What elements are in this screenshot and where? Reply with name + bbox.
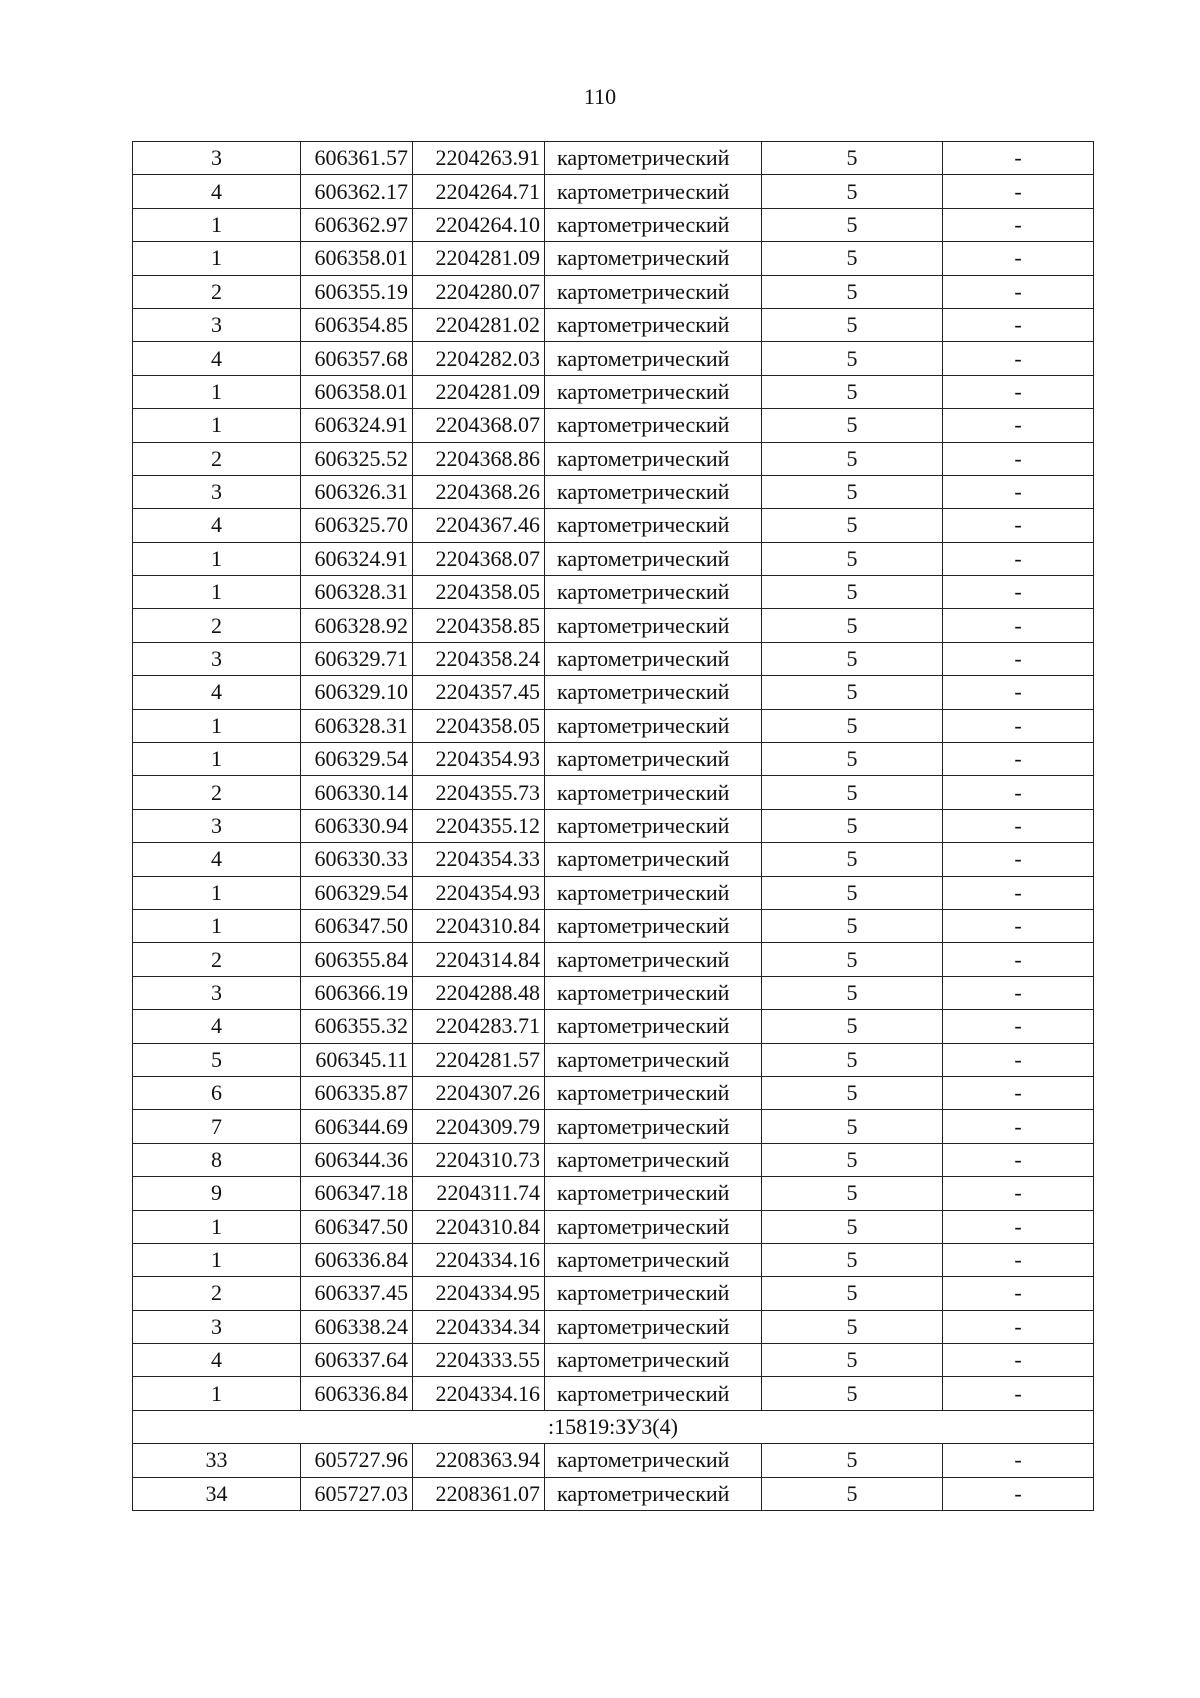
point-number-cell: 3 [133,475,301,508]
note-cell: - [943,1177,1094,1210]
method-cell: картометрический [545,308,762,341]
x-coordinate-cell: 606324.91 [301,409,413,442]
y-coordinate-cell: 2204358.85 [413,609,545,642]
accuracy-cell: 5 [762,976,943,1009]
x-coordinate-cell: 606328.92 [301,609,413,642]
accuracy-cell: 5 [762,609,943,642]
point-number-cell: 2 [133,776,301,809]
method-cell: картометрический [545,909,762,942]
accuracy-cell: 5 [762,576,943,609]
table-row [133,776,1094,809]
method-cell: картометрический [545,676,762,709]
method-cell: картометрический [545,843,762,876]
accuracy-cell: 5 [762,442,943,475]
method-cell: картометрический [545,809,762,842]
x-coordinate-cell: 606325.52 [301,442,413,475]
y-coordinate-cell: 2204288.48 [413,976,545,1009]
accuracy-cell: 5 [762,142,943,175]
table-row [133,1444,1094,1477]
point-number-cell: 4 [133,676,301,709]
table-row [133,909,1094,942]
method-cell: картометрический [545,576,762,609]
x-coordinate-cell: 605727.03 [301,1477,413,1510]
method-cell: картометрический [545,409,762,442]
method-cell: картометрический [545,1277,762,1310]
method-cell: картометрический [545,1143,762,1176]
x-coordinate-cell: 606336.84 [301,1243,413,1276]
method-cell: картометрический [545,542,762,575]
method-cell: картометрический [545,142,762,175]
section-title: :15819:ЗУ3(4) [133,1410,1094,1443]
note-cell: - [943,242,1094,275]
y-coordinate-cell: 2204314.84 [413,943,545,976]
table-row [133,1477,1094,1510]
x-coordinate-cell: 606326.31 [301,475,413,508]
x-coordinate-cell: 606337.45 [301,1277,413,1310]
point-number-cell: 1 [133,242,301,275]
note-cell: - [943,809,1094,842]
note-cell: - [943,776,1094,809]
section-header-row [133,1410,1094,1443]
accuracy-cell: 5 [762,509,943,542]
y-coordinate-cell: 2204334.95 [413,1277,545,1310]
accuracy-cell: 5 [762,809,943,842]
method-cell: картометрический [545,1010,762,1043]
point-number-cell: 3 [133,308,301,341]
table-row [133,1076,1094,1109]
accuracy-cell: 5 [762,308,943,341]
x-coordinate-cell: 606325.70 [301,509,413,542]
method-cell: картометрический [545,1043,762,1076]
accuracy-cell: 5 [762,275,943,308]
accuracy-cell: 5 [762,743,943,776]
note-cell: - [943,1010,1094,1043]
note-cell: - [943,409,1094,442]
x-coordinate-cell: 606328.31 [301,709,413,742]
accuracy-cell: 5 [762,375,943,408]
point-number-cell: 1 [133,709,301,742]
accuracy-cell: 5 [762,1344,943,1377]
note-cell: - [943,909,1094,942]
accuracy-cell: 5 [762,1377,943,1410]
point-number-cell: 5 [133,1043,301,1076]
table-row [133,175,1094,208]
accuracy-cell: 5 [762,1243,943,1276]
note-cell: - [943,943,1094,976]
note-cell: - [943,609,1094,642]
method-cell: картометрический [545,342,762,375]
table-row [133,876,1094,909]
y-coordinate-cell: 2204264.10 [413,208,545,241]
accuracy-cell: 5 [762,876,943,909]
accuracy-cell: 5 [762,409,943,442]
y-coordinate-cell: 2204358.24 [413,642,545,675]
method-cell: картометрический [545,275,762,308]
table-row [133,142,1094,175]
note-cell: - [943,1076,1094,1109]
point-number-cell: 1 [133,576,301,609]
method-cell: картометрический [545,943,762,976]
point-number-cell: 7 [133,1110,301,1143]
coordinates-table [132,141,1094,1511]
x-coordinate-cell: 606328.31 [301,576,413,609]
note-cell: - [943,275,1094,308]
x-coordinate-cell: 605727.96 [301,1444,413,1477]
note-cell: - [943,1210,1094,1243]
point-number-cell: 4 [133,1010,301,1043]
accuracy-cell: 5 [762,1444,943,1477]
accuracy-cell: 5 [762,776,943,809]
point-number-cell: 2 [133,275,301,308]
table-row [133,709,1094,742]
table-row [133,542,1094,575]
note-cell: - [943,1477,1094,1510]
method-cell: картометрический [545,475,762,508]
accuracy-cell: 5 [762,342,943,375]
y-coordinate-cell: 2204311.74 [413,1177,545,1210]
accuracy-cell: 5 [762,1110,943,1143]
y-coordinate-cell: 2204354.93 [413,876,545,909]
y-coordinate-cell: 2204354.93 [413,743,545,776]
point-number-cell: 4 [133,175,301,208]
method-cell: картометрический [545,1477,762,1510]
accuracy-cell: 5 [762,676,943,709]
x-coordinate-cell: 606345.11 [301,1043,413,1076]
method-cell: картометрический [545,1177,762,1210]
table-row [133,676,1094,709]
point-number-cell: 2 [133,1277,301,1310]
x-coordinate-cell: 606358.01 [301,242,413,275]
table-row [133,308,1094,341]
y-coordinate-cell: 2204358.05 [413,576,545,609]
x-coordinate-cell: 606344.69 [301,1110,413,1143]
point-number-cell: 8 [133,1143,301,1176]
x-coordinate-cell: 606362.97 [301,208,413,241]
accuracy-cell: 5 [762,1010,943,1043]
note-cell: - [943,208,1094,241]
point-number-cell: 34 [133,1477,301,1510]
note-cell: - [943,976,1094,1009]
note-cell: - [943,1043,1094,1076]
point-number-cell: 1 [133,542,301,575]
x-coordinate-cell: 606355.32 [301,1010,413,1043]
note-cell: - [943,1444,1094,1477]
table-row [133,1344,1094,1377]
table-row [133,576,1094,609]
table-row [133,442,1094,475]
note-cell: - [943,308,1094,341]
note-cell: - [943,342,1094,375]
y-coordinate-cell: 2204368.07 [413,409,545,442]
table-row [133,208,1094,241]
x-coordinate-cell: 606329.10 [301,676,413,709]
y-coordinate-cell: 2204310.73 [413,1143,545,1176]
x-coordinate-cell: 606324.91 [301,542,413,575]
y-coordinate-cell: 2208363.94 [413,1444,545,1477]
x-coordinate-cell: 606329.71 [301,642,413,675]
note-cell: - [943,876,1094,909]
accuracy-cell: 5 [762,542,943,575]
note-cell: - [943,1310,1094,1343]
table-row [133,976,1094,1009]
point-number-cell: 3 [133,809,301,842]
note-cell: - [943,1377,1094,1410]
method-cell: картометрический [545,242,762,275]
table-row [133,1310,1094,1343]
method-cell: картометрический [545,1076,762,1109]
method-cell: картометрический [545,1344,762,1377]
method-cell: картометрический [545,509,762,542]
point-number-cell: 3 [133,976,301,1009]
x-coordinate-cell: 606344.36 [301,1143,413,1176]
point-number-cell: 1 [133,1243,301,1276]
point-number-cell: 9 [133,1177,301,1210]
table-row [133,609,1094,642]
table-row [133,1110,1094,1143]
method-cell: картометрический [545,175,762,208]
accuracy-cell: 5 [762,1076,943,1109]
accuracy-cell: 5 [762,1177,943,1210]
note-cell: - [943,1143,1094,1176]
accuracy-cell: 5 [762,1310,943,1343]
point-number-cell: 1 [133,743,301,776]
table-row [133,409,1094,442]
y-coordinate-cell: 2204334.16 [413,1243,545,1276]
point-number-cell: 1 [133,876,301,909]
method-cell: картометрический [545,776,762,809]
point-number-cell: 3 [133,642,301,675]
accuracy-cell: 5 [762,943,943,976]
accuracy-cell: 5 [762,1477,943,1510]
method-cell: картометрический [545,609,762,642]
note-cell: - [943,743,1094,776]
accuracy-cell: 5 [762,1210,943,1243]
accuracy-cell: 5 [762,1277,943,1310]
accuracy-cell: 5 [762,1043,943,1076]
table-row [133,743,1094,776]
table-row [133,642,1094,675]
point-number-cell: 3 [133,1310,301,1343]
accuracy-cell: 5 [762,1143,943,1176]
x-coordinate-cell: 606361.57 [301,142,413,175]
note-cell: - [943,1344,1094,1377]
table-body [133,142,1094,1511]
y-coordinate-cell: 2208361.07 [413,1477,545,1510]
x-coordinate-cell: 606347.50 [301,909,413,942]
table-row [133,275,1094,308]
point-number-cell: 1 [133,375,301,408]
accuracy-cell: 5 [762,208,943,241]
method-cell: картометрический [545,743,762,776]
x-coordinate-cell: 606329.54 [301,743,413,776]
table-row [133,809,1094,842]
note-cell: - [943,475,1094,508]
y-coordinate-cell: 2204281.57 [413,1043,545,1076]
table-row [133,1277,1094,1310]
x-coordinate-cell: 606330.33 [301,843,413,876]
method-cell: картометрический [545,208,762,241]
note-cell: - [943,509,1094,542]
table-row [133,242,1094,275]
table-row [133,509,1094,542]
y-coordinate-cell: 2204282.03 [413,342,545,375]
x-coordinate-cell: 606355.19 [301,275,413,308]
x-coordinate-cell: 606362.17 [301,175,413,208]
x-coordinate-cell: 606335.87 [301,1076,413,1109]
note-cell: - [943,576,1094,609]
method-cell: картометрический [545,709,762,742]
x-coordinate-cell: 606354.85 [301,308,413,341]
y-coordinate-cell: 2204368.07 [413,542,545,575]
x-coordinate-cell: 606330.14 [301,776,413,809]
y-coordinate-cell: 2204310.84 [413,909,545,942]
method-cell: картометрический [545,1377,762,1410]
accuracy-cell: 5 [762,642,943,675]
table-row [133,375,1094,408]
table-row [133,943,1094,976]
table-row [133,1010,1094,1043]
x-coordinate-cell: 606357.68 [301,342,413,375]
x-coordinate-cell: 606336.84 [301,1377,413,1410]
x-coordinate-cell: 606329.54 [301,876,413,909]
note-cell: - [943,1277,1094,1310]
x-coordinate-cell: 606347.50 [301,1210,413,1243]
note-cell: - [943,442,1094,475]
note-cell: - [943,175,1094,208]
method-cell: картометрический [545,976,762,1009]
note-cell: - [943,676,1094,709]
y-coordinate-cell: 2204368.86 [413,442,545,475]
page-number: 110 [583,84,617,109]
y-coordinate-cell: 2204354.33 [413,843,545,876]
point-number-cell: 4 [133,843,301,876]
note-cell: - [943,642,1094,675]
method-cell: картометрический [545,375,762,408]
y-coordinate-cell: 2204334.16 [413,1377,545,1410]
note-cell: - [943,142,1094,175]
table-row [133,342,1094,375]
method-cell: картометрический [545,1444,762,1477]
accuracy-cell: 5 [762,909,943,942]
table-row [133,475,1094,508]
y-coordinate-cell: 2204355.73 [413,776,545,809]
method-cell: картометрический [545,1310,762,1343]
point-number-cell: 2 [133,943,301,976]
note-cell: - [943,542,1094,575]
note-cell: - [943,843,1094,876]
y-coordinate-cell: 2204357.45 [413,676,545,709]
y-coordinate-cell: 2204367.46 [413,509,545,542]
point-number-cell: 1 [133,409,301,442]
x-coordinate-cell: 606337.64 [301,1344,413,1377]
point-number-cell: 2 [133,609,301,642]
note-cell: - [943,1243,1094,1276]
x-coordinate-cell: 606330.94 [301,809,413,842]
y-coordinate-cell: 2204307.26 [413,1076,545,1109]
point-number-cell: 1 [133,1210,301,1243]
x-coordinate-cell: 606347.18 [301,1177,413,1210]
table-row [133,1210,1094,1243]
table-row [133,1143,1094,1176]
point-number-cell: 2 [133,442,301,475]
method-cell: картометрический [545,876,762,909]
x-coordinate-cell: 606355.84 [301,943,413,976]
accuracy-cell: 5 [762,242,943,275]
table-row [133,1043,1094,1076]
point-number-cell: 4 [133,509,301,542]
point-number-cell: 1 [133,909,301,942]
x-coordinate-cell: 606358.01 [301,375,413,408]
table-row [133,1243,1094,1276]
accuracy-cell: 5 [762,475,943,508]
point-number-cell: 3 [133,142,301,175]
accuracy-cell: 5 [762,175,943,208]
x-coordinate-cell: 606366.19 [301,976,413,1009]
y-coordinate-cell: 2204368.26 [413,475,545,508]
y-coordinate-cell: 2204355.12 [413,809,545,842]
point-number-cell: 1 [133,208,301,241]
point-number-cell: 4 [133,1344,301,1377]
point-number-cell: 33 [133,1444,301,1477]
y-coordinate-cell: 2204280.07 [413,275,545,308]
y-coordinate-cell: 2204264.71 [413,175,545,208]
y-coordinate-cell: 2204281.02 [413,308,545,341]
accuracy-cell: 5 [762,843,943,876]
y-coordinate-cell: 2204333.55 [413,1344,545,1377]
method-cell: картометрический [545,642,762,675]
y-coordinate-cell: 2204281.09 [413,375,545,408]
y-coordinate-cell: 2204358.05 [413,709,545,742]
note-cell: - [943,709,1094,742]
point-number-cell: 1 [133,1377,301,1410]
y-coordinate-cell: 2204263.91 [413,142,545,175]
point-number-cell: 6 [133,1076,301,1109]
method-cell: картометрический [545,442,762,475]
note-cell: - [943,1110,1094,1143]
note-cell: - [943,375,1094,408]
method-cell: картометрический [545,1210,762,1243]
y-coordinate-cell: 2204283.71 [413,1010,545,1043]
method-cell: картометрический [545,1243,762,1276]
method-cell: картометрический [545,1110,762,1143]
y-coordinate-cell: 2204309.79 [413,1110,545,1143]
y-coordinate-cell: 2204310.84 [413,1210,545,1243]
table-row [133,1377,1094,1410]
point-number-cell: 4 [133,342,301,375]
table-row [133,1177,1094,1210]
x-coordinate-cell: 606338.24 [301,1310,413,1343]
y-coordinate-cell: 2204281.09 [413,242,545,275]
y-coordinate-cell: 2204334.34 [413,1310,545,1343]
table-row [133,843,1094,876]
accuracy-cell: 5 [762,709,943,742]
